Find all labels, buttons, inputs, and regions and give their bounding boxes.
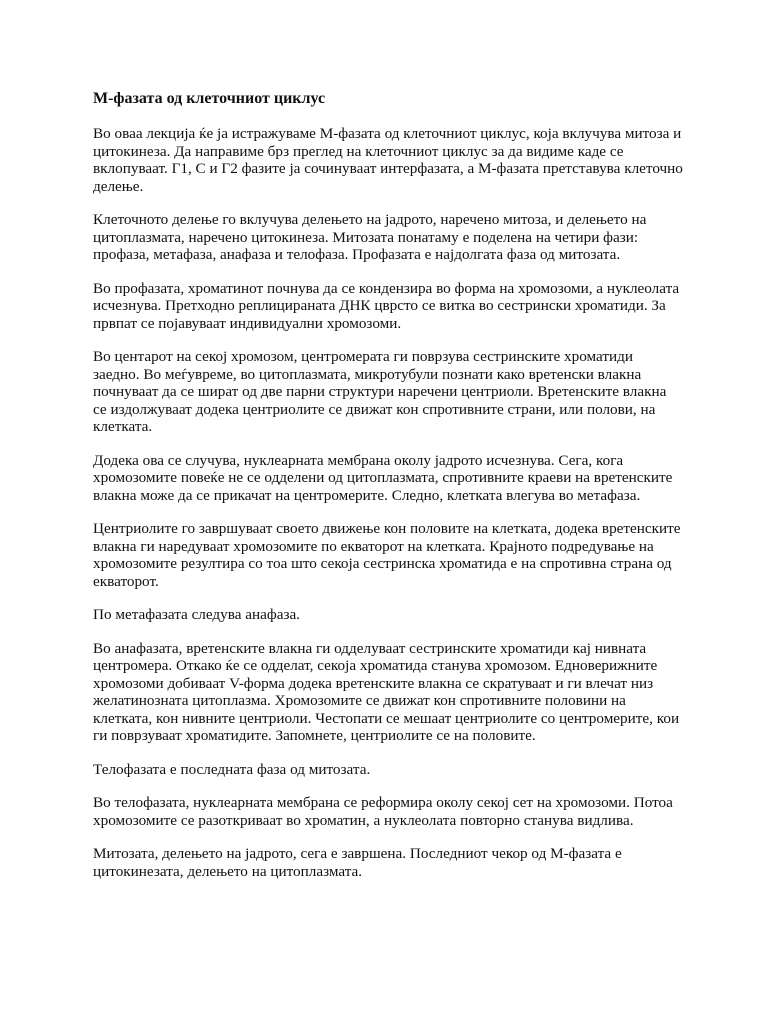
paragraph-telophase: Во телофазата, нуклеарната мембрана се реформира околу секој сет на хромозоми. Потоа хромозомите се разоткриваат во хроматин, а нуклеолата повторно станува видлива. — [93, 794, 673, 829]
paragraph-intro: Во оваа лекција ќе ја истражуваме М-фазата од клеточниот циклус, која вклучува митоза и цитокинеза. Да направиме брз преглед на клеточниот циклус за да видиме каде се вклопуваат. Г1, С и Г2 фазите ја сочинуваат интерфазата, а М-фазата претставува клеточно делење. — [93, 125, 683, 195]
paragraph-anaphase: Во анафазата, вретенските влакна ги одделуваат сестринските хроматиди кај нивната центромера. Откако ќе се одделат, секоја хроматида станува хромозом. Едноверижните хромозоми добиваат V-форма додека вретенските влакна се скратуваат и ги влечат низ желатинозната цитоплазма. Хромозомите се движат кон спротивните половини на клетката, кон нивните центриоли. Честопати се мешаат центриолите со центромерите, кои ги поврзуваат хроматидите. Запомнете, центриолите се на половите. — [93, 639, 680, 744]
document-title: М-фазата од клеточниот циклус — [93, 90, 326, 107]
paragraph-after-metaphase: По метафазата следува анафаза. — [93, 606, 300, 623]
paragraph-centromere: Во центарот на секој хромозом, центромерата ги поврзува сестринските хроматиди заедно. Во меѓувреме, во цитоплазмата, микротубули познати како вретенски влакна почнуваат да се шират од две парни структури наречени центриоли. Вретенските влакна се издолжуваат додека центриолите се движат кон спротивните страни, или полови, на клетката. — [93, 348, 667, 435]
paragraph-metaphase: Центриолите го завршуваат своето движење кон половите на клетката, додека вретенските влакна ги наредуваат хромозомите по екваторот на клетката. Крајното подредување на хромозомите резултира со тоа што секоја сестринска хроматида е на спротивна страна од екваторот. — [93, 520, 681, 590]
paragraph-prophase: Во профазата, хроматинот почнува да се кондензира во форма на хромозоми, а нуклеолата исчезнува. Претходно реплицираната ДНК цврсто се витка во сестрински хроматиди. За првпат се појавуваат индивидуални хромозоми. — [93, 279, 680, 332]
paragraph-cell-division: Клеточното делење го вклучува делењето на јадрото, наречено митоза, и делењето на цитоплазмата, наречено цитокинеза. Митозата понатаму е поделена на четири фази: профаза, метафаза, анафаза и телофаза. Профазата е најдолгата фаза од митозата. — [93, 211, 647, 263]
document-body — [93, 89, 683, 896]
paragraph-conclusion: Митозата, делењето на јадрото, сега е завршена. Последниот чекор од М-фазата е цитокинезата, делењето на цитоплазмата. — [93, 845, 622, 880]
paragraph-nuclear-membrane: Додека ова се случува, нуклеарната мембрана околу јадрото исчезнува. Сега, кога хромозомите повеќе не се одделени од цитоплазмата, спротивните краеви на вретенските влакна може да се прикачат на центромерите. Следно, клетката влегува во метафаза. — [93, 451, 673, 504]
paragraph-telophase-intro: Телофазата е последната фаза од митозата. — [93, 760, 371, 778]
